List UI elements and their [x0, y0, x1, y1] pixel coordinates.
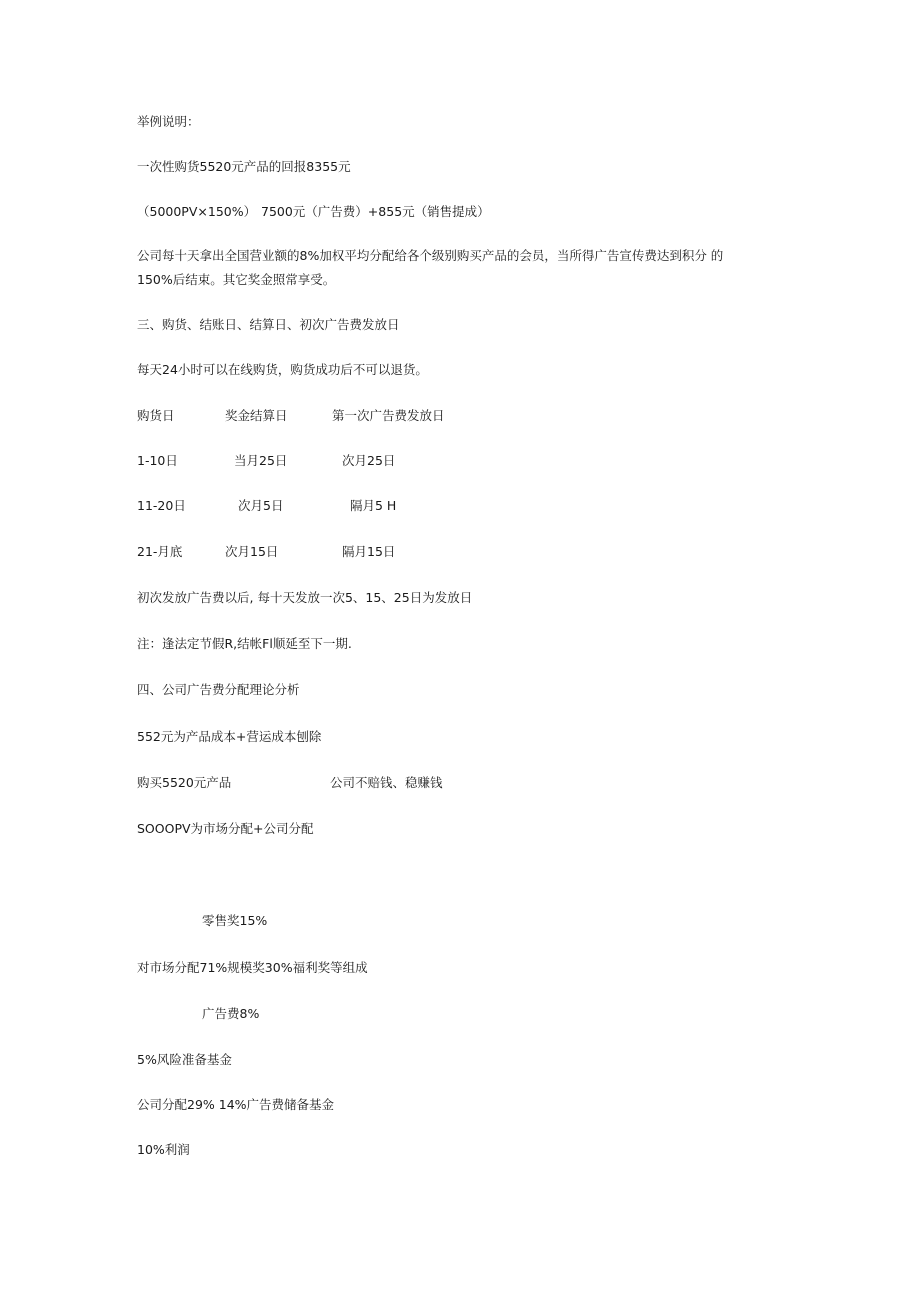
market-allocation-line: 对市场分配71%规模奖30%福利奖等组成 — [137, 960, 368, 975]
online-purchase-line: 每天24小时可以在线购货，购货成功后不可以退货。 — [137, 362, 428, 377]
profit-line: 10%利润 — [137, 1142, 190, 1157]
cell-settlement-day: 次月15日 — [225, 544, 279, 559]
ad-fee-commission: 7500元（广告费）+855元（销售提成） — [261, 204, 490, 219]
cell-purchase-day: 21-月底 — [137, 544, 183, 559]
cell-first-payout-day: 次月25日 — [342, 453, 396, 468]
company-allocation-line: 公司分配29% 14%广告费储备基金 — [137, 1097, 335, 1112]
schedule-header-row — [137, 408, 537, 424]
header-first-payout-day: 第一次广告费发放日 — [332, 408, 445, 423]
pv-formula: （5000PV×150%） — [137, 204, 257, 219]
cell-settlement-day: 当月25日 — [234, 453, 288, 468]
pv-allocation-line: SOOOPV为市场分配+公司分配 — [137, 821, 314, 836]
cell-settlement-day: 次月5日 — [238, 498, 284, 513]
section-four-heading: 四、公司广告费分配理论分析 — [137, 682, 300, 697]
schedule-row-3 — [137, 544, 537, 560]
risk-reserve-line: 5%风险准备基金 — [137, 1052, 232, 1067]
purchase-product: 购买5520元产品 — [137, 775, 232, 790]
distribution-paragraph-line-1: 公司每十天拿出全国营业额的8%加权平均分配给各个级别购买产品的会员，当所得广告宣传费达到积分 的 — [137, 248, 724, 263]
schedule-row-1 — [137, 453, 537, 469]
cost-deduction-line: 552元为产品成本+营运成本刨除 — [137, 729, 322, 744]
purchase-profit-line — [137, 775, 537, 791]
schedule-row-2 — [137, 498, 537, 514]
section-three-heading: 三、购货、结账日、结算日、初次广告费发放日 — [137, 317, 400, 332]
retail-bonus-line: 零售奖15% — [202, 913, 268, 928]
holiday-note: 注：逢法定节假R,结帐Fl顺延至下一期. — [137, 636, 352, 651]
cell-first-payout-day: 隔月5 H — [350, 498, 397, 513]
payout-frequency-line: 初次发放广告费以后, 每十天发放一次5、15、25日为发放日 — [137, 590, 473, 605]
pv-calculation-line — [137, 204, 490, 220]
distribution-paragraph-line-2: 150%后结束。其它奖金照常享受。 — [137, 272, 336, 287]
cell-purchase-day: 11-20日 — [137, 498, 186, 513]
cell-first-payout-day: 隔月15日 — [342, 544, 396, 559]
company-profit-statement: 公司不赔钱、稳赚钱 — [330, 775, 443, 790]
header-purchase-day: 购货日 — [137, 408, 175, 423]
header-settlement-day: 奖金结算日 — [225, 408, 288, 423]
example-heading: 举例说明： — [137, 114, 200, 129]
ad-fee-line: 广告费8% — [202, 1006, 260, 1021]
one-time-purchase-line: 一次性购货5520元产品的回报8355元 — [137, 159, 351, 174]
cell-purchase-day: 1-10日 — [137, 453, 178, 468]
